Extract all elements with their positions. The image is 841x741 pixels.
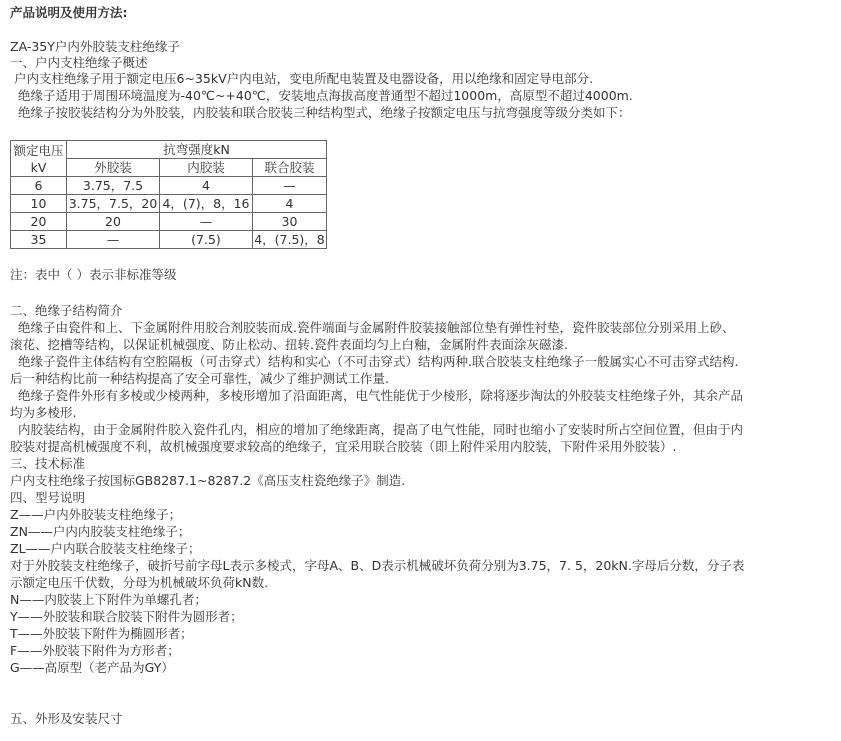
section-2-para-1a: 绝缘子由瓷件和上、下金属附件用胶合剂胶装而成.瓷件端面与金属附件胶装接触部位垫有弹性衬垫，瓷件胶装部位分别采用上砂、 [18, 320, 735, 335]
section-3-title: 三、技术标准 [10, 456, 86, 471]
model-code-y: Y——外胶装和联合胶装下附件为圆形者； [10, 609, 243, 624]
table-header-strength: 抗弯强度kN [67, 141, 327, 159]
section-1-title: 一、户内支柱绝缘子概述 [10, 55, 148, 70]
table-header-outer: 外胶装 [67, 159, 160, 177]
page-heading: 产品说明及使用方法: [10, 5, 128, 20]
model-code-explain-a: 对于外胶装支柱绝缘子，破折号前字母L表示多棱式，字母A、B、D表示机械破坏负荷分别为3.75，7. 5，20kN.字母后分数，分子表 [10, 558, 745, 573]
table-header-voltage: 额定电压 kV [11, 141, 67, 177]
section-1-para-1: 户内支柱绝缘子用于额定电压6~35kV户内电站，变电所配电装置及电器设备，用以绝缘和固定导电部分. [14, 71, 594, 86]
model-code-n: N——内胶装上下附件为单螺孔者； [10, 592, 207, 607]
table-row: 10 3.75，7.5，20 4，(7)，8，16 4 [11, 195, 327, 213]
section-2-title: 二、绝缘子结构简介 [10, 303, 123, 318]
section-2-para-3b: 均为多棱形. [10, 405, 77, 420]
section-2-para-4b: 胶装对提高机械强度不利，故机械强度要求较高的绝缘子，宜采用联合胶装（即上附件采用内胶装，下附件采用外胶装）. [10, 439, 677, 454]
section-2-para-3a: 绝缘子瓷件外形有多棱或少棱两种，多棱形增加了沿面距离，电气性能优于少棱形，除将逐步淘汰的外胶装支柱绝缘子外，其余产品 [18, 388, 744, 403]
section-2-para-2a: 绝缘子瓷件主体结构有空腔隔板（可击穿式）结构和实心（不可击穿式）结构两种.联合胶装支柱绝缘子一般属实心不可击穿式结构. [18, 354, 739, 369]
strength-table [10, 140, 327, 249]
table-row: 35 — (7.5) 4，(7.5)，8 [11, 231, 327, 249]
table-note: 注：表中（ ）表示非标准等级 [10, 267, 177, 282]
table-row: 6 3.75，7.5 4 — [11, 177, 327, 195]
section-2-para-1b: 滚花、挖槽等结构，以保证机械强度、防止松动、扭转.瓷件表面均匀上白釉，金属附件表面涂灰磁漆. [10, 337, 568, 352]
table-row: 20 20 — 30 [11, 213, 327, 231]
section-2-para-4a: 内胶装结构，由于金属附件胶入瓷件孔内，相应的增加了绝缘距离，提高了电气性能，同时也缩小了安装时所占空间位置，但由于内 [18, 422, 744, 437]
model-code-zl: ZL——户内联合胶装支柱绝缘子； [10, 541, 201, 556]
model-code-g: G——高原型（老产品为GY） [10, 660, 174, 675]
section-3-para-1: 户内支柱绝缘子按国标GB8287.1~8287.2《高压支柱瓷绝缘子》制造. [10, 473, 406, 488]
model-code-explain-b: 示额定电压千伏数，分母为机械破坏负荷kN数. [10, 575, 269, 590]
model-code-t: T——外胶装下附件为椭圆形者； [10, 626, 193, 641]
section-1-para-3: 绝缘子按胶装结构分为外胶装，内胶装和联合胶装三种结构型式，绝缘子按额定电压与抗弯强度等级分类如下： [18, 105, 631, 120]
model-code-zn: ZN——户内内胶装支柱绝缘子； [10, 524, 191, 539]
model-title: ZA-35Y户内外胶装支柱绝缘子 [10, 39, 180, 54]
section-5-title: 五、外形及安装尺寸 [10, 711, 123, 726]
table-header-inner: 内胶装 [160, 159, 253, 177]
section-2-para-2b: 后一种结构比前一种结构提高了安全可靠性，减少了维护测试工作量. [10, 371, 389, 386]
section-4-title: 四、型号说明 [10, 490, 86, 505]
table-header-combined: 联合胶装 [253, 159, 327, 177]
model-code-z: Z——户内外胶装支柱绝缘子； [10, 507, 182, 522]
model-code-f: F——外胶装下附件为方形者； [10, 643, 180, 658]
section-1-para-2: 绝缘子适用于周围环境温度为-40℃~+40℃，安装地点海拔高度普通型不超过1000m，高原型不超过4000m. [18, 88, 633, 103]
